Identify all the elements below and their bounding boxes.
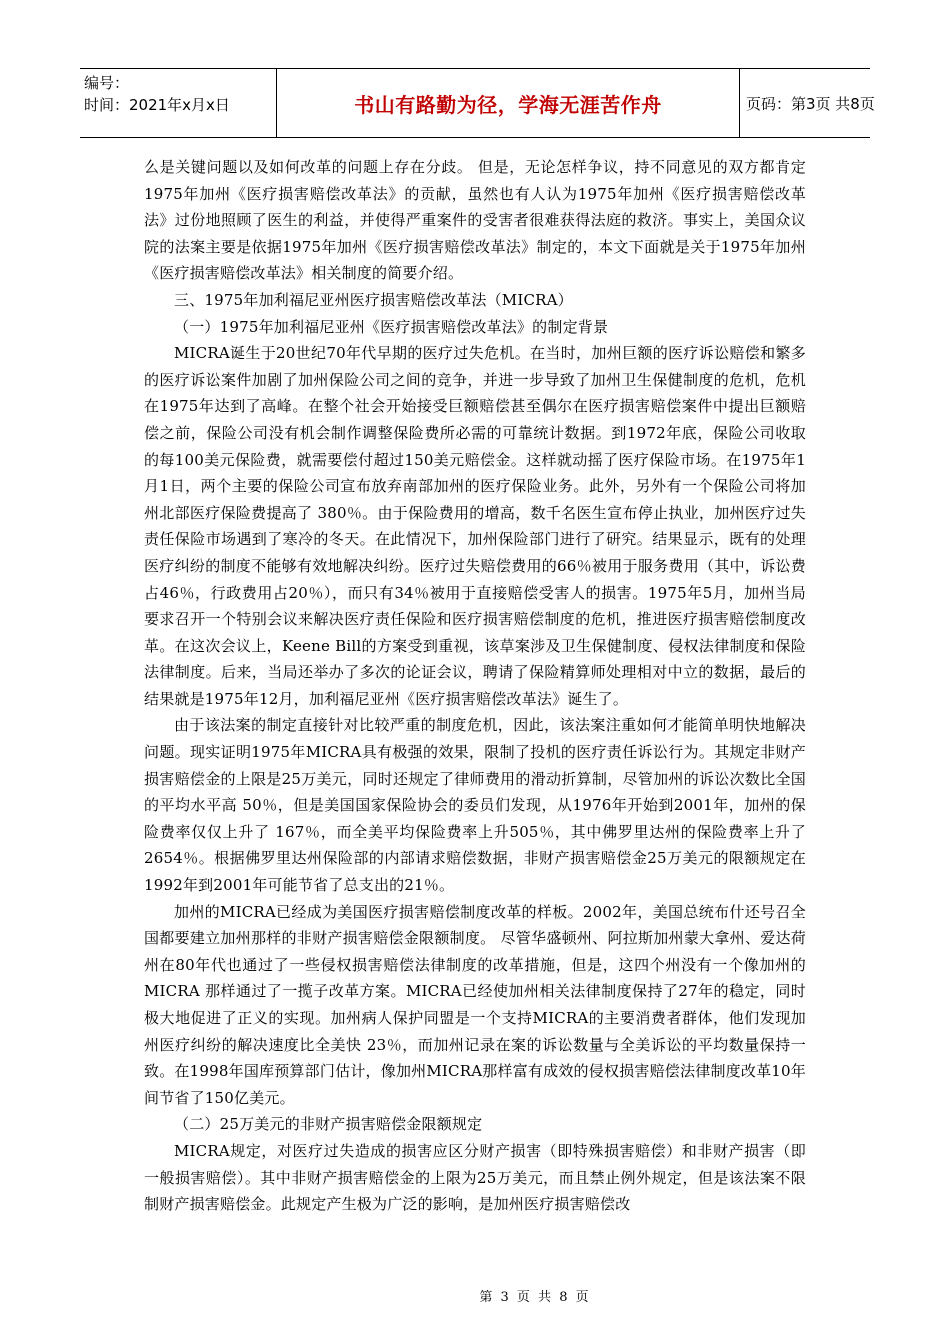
paragraph: 由于该法案的制定直接针对比较严重的制度危机，因此，该法案注重如何才能简单明快地解决问题。现实证明1975年MICRA具有极强的效果，限制了投机的医疗责任诉讼行为。其规定非财产损害赔偿金的上限是25万美元，同时还规定了律师费用的滑动折算制，尽管加州的诉讼次数比全国的平均水平高 50％，但是美国国家保险协会的委员们发现，从1976年开始到2001年，加州的保险费率仅仅上升了 167％，而全美平均保险费率上升505％，其中佛罗里达州的保险费率上升了2654％。根据佛罗里达州保险部的内部请求赔偿数据，非财产损害赔偿金25万美元的限额规定在1992年到2001年可能节省了总支出的21％。 <box>144 716 806 895</box>
header-motto-cell <box>277 69 740 137</box>
header-motto: 书山有路勤为径，学海无涯苦作舟 <box>354 92 662 117</box>
header-number-label: 编号： <box>84 74 130 92</box>
paragraph: 加州的MICRA已经成为美国医疗损害赔偿制度改革的样板。2002年，美国总统布什还号召全国都要建立加州那样的非财产损害赔偿金限额制度。 尽管华盛顿州、阿拉斯加州蒙大拿州、爱达荷州在80年代也通过了一些侵权损害赔偿法律制度的改革措施，但是，这四个州没有一个像加州的 MICRA 那样通过了一揽子改革方案。MICRA已经使加州相关法律制度保持了27年的稳定，同时极大地促进了正义的实现。加州病人保护同盟是一个支持MICRA的主要消费者群体，他们发现加州医疗纠纷的解决速度比全美快 23％，而加州记录在案的诉讼数量与全美诉讼的平均数量保持一致。在1998年国库预算部门估计，像加州MICRA那样富有成效的侵权损害赔偿法律制度改革10年间节省了150亿美元。 <box>144 902 806 1107</box>
paragraph: MICRA诞生于20世纪70年代早期的医疗过失危机。在当时，加州巨额的医疗诉讼赔偿和繁多的医疗诉讼案件加剧了加州保险公司之间的竞争，并进一步导致了加州卫生保健制度的危机，危机在1975年达到了高峰。在整个社会开始接受巨额赔偿甚至偶尔在医疗损害赔偿案件中提出巨额赔偿之前，保险公司没有机会制作调整保险费所必需的可靠统计数据。到1972年底，保险公司收取的每100美元保险费，就需要偿付超过150美元赔偿金。这样就动摇了医疗保险市场。在1975年1月1日，两个主要的保险公司宣布放弃南部加州的医疗保险业务。此外，另外有一个保险公司将加州北部医疗保险费提高了 380％。由于保险费用的增高，数千名医生宣布停止执业，加州医疗过失责任保险市场遇到了寒冷的冬天。在此情况下，加州保险部门进行了研究。结果显示，既有的处理医疗纠纷的制度不能够有效地解决纠纷。医疗过失赔偿费用的66％被用于服务费用（其中，诉讼费占46％，行政费用占20％），而只有34％被用于直接赔偿受害人的损害。1975年5月，加州当局要求召开一个特别会议来解决医疗责任保险和医疗损害赔偿制度的危机，推进医疗损害赔偿制度改革。在这次会议上，Keene Bill的方案受到重视，该草案涉及卫生保健制度、侵权法律制度和保险法律制度。后来，当局还举办了多次的论证会议，聘请了保险精算师处理相对中立的数据，最后的结果就是1975年12月，加利福尼亚州《医疗损害赔偿改革法》诞生了。 <box>144 344 806 708</box>
paragraph: MICRA规定，对医疗过失造成的损害应区分财产损害（即特殊损害赔偿）和非财产损害（即一般损害赔偿）。其中非财产损害赔偿金的上限为25万美元，而且禁止例外规定，但是该法案不限制财产损害赔偿金。此规定产生极为广泛的影响，是加州医疗损害赔偿改 <box>144 1141 806 1214</box>
header-date-label: 时间：2021年x月x日 <box>84 96 230 114</box>
header-page-label: 页码：第3页 共8页 <box>746 94 875 113</box>
paragraph: 么是关键问题以及如何改革的问题上存在分歧。 但是，无论怎样争议，持不同意见的双方都肯定1975年加州《医疗损害赔偿改革法》的贡献，虽然也有人认为1975年加州《医疗损害赔偿改革法》过份地照顾了医生的利益，并使得严重案件的受害者很难获得法庭的救济。事实上，美国众议院的法案主要是依据1975年加州《医疗损害赔偿改革法》制定的，本文下面就是关于1975年加州《医疗损害赔偿改革法》相关制度的简要介绍。 <box>144 158 806 283</box>
section-heading: 三、1975年加利福尼亚州医疗损害赔偿改革法（MICRA） <box>174 290 573 309</box>
document-body <box>144 154 806 1218</box>
page-footer: 第 3 页 共 8 页 <box>479 1290 591 1305</box>
header-page-cell <box>740 69 876 137</box>
header-meta <box>80 69 277 137</box>
subsection-heading: （一）1975年加利福尼亚州《医疗损害赔偿改革法》的制定背景 <box>174 317 609 336</box>
page-header <box>80 68 875 138</box>
subsection-heading: （二）25万美元的非财产损害赔偿金限额规定 <box>174 1115 483 1134</box>
